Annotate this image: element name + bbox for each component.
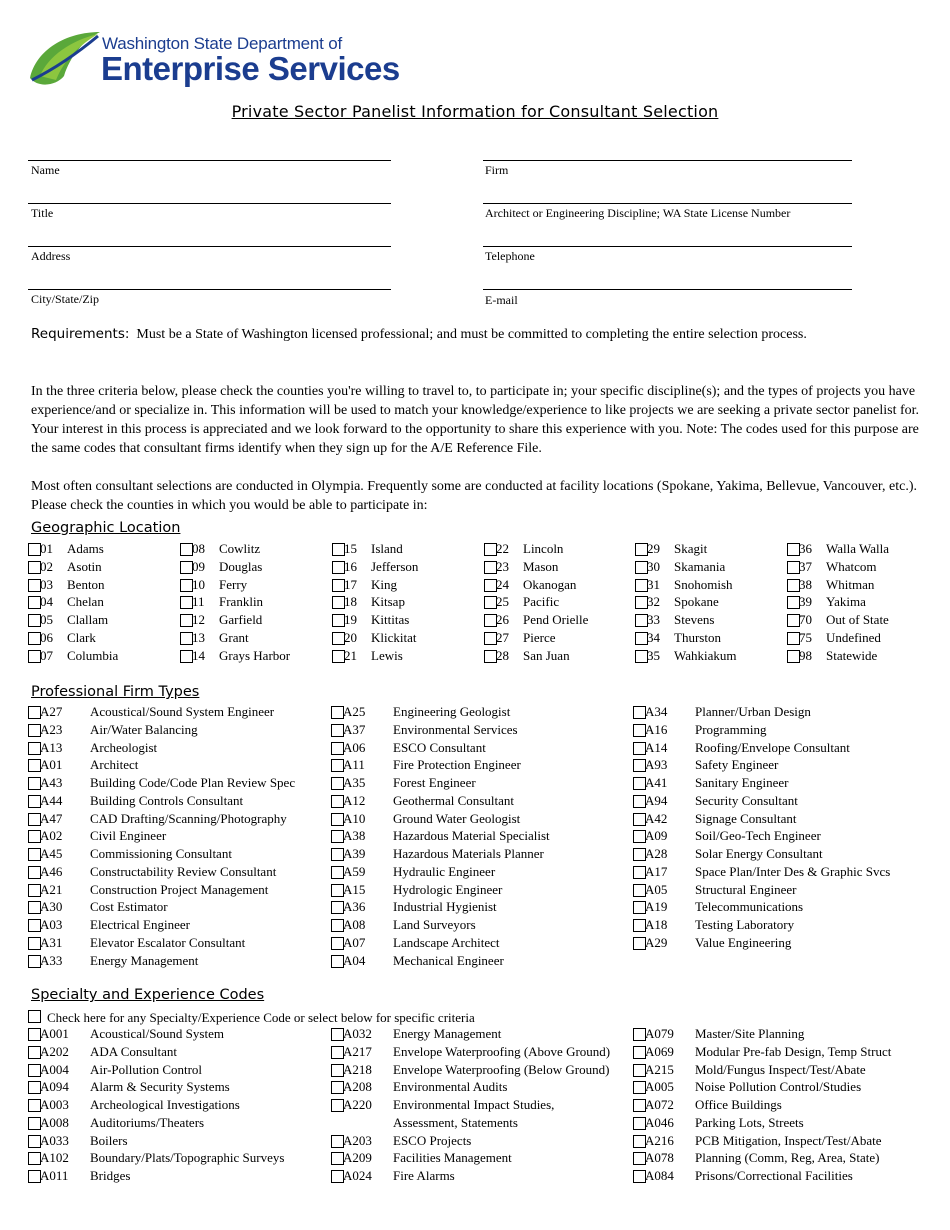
firm-type-code: A30 [40,899,63,915]
county-code: 26 [496,612,509,628]
county-label: Stevens [674,612,715,628]
firm-type-code: A04 [343,952,366,968]
county-label: Lincoln [523,541,564,556]
leaf-logo-icon [26,26,106,92]
firm-type-code: A13 [40,739,63,755]
firm-type-code: A25 [343,704,366,719]
firm-type-label: Roofing/Envelope Consultant [695,739,850,755]
firm-type-label: Cost Estimator [90,899,168,915]
geographic-heading: Geographic Location [31,520,181,536]
county-code: 05 [40,612,53,628]
specialty-code-code: A102 [40,1150,69,1166]
county-code: 09 [192,558,205,574]
intro-paragraph: In the three criteria below, please check the counties you're willing to travel to, to participate in; your specific discipline(s); and the types of projects you have experience/and or specialize in. This information will be used to match your knowledge/experience to like projects we are seeking a private sector panelist for. Your interest in this process is appreciated and we look forward to the opportunity to share this experience with you. Note: The codes used for this purpose are the same codes that consultant firms identify when they sign up for the A/E Reference File. [31,384,920,456]
firm-type-label: Ground Water Geologist [393,810,521,826]
firm-type-code: A28 [645,846,668,861]
city-state-zip-field[interactable] [28,289,391,290]
email-field[interactable] [483,289,852,290]
firm-type-code: A46 [40,863,63,879]
specialty-check-all[interactable] [28,1009,475,1026]
firm-type-label: Hydraulic Engineer [393,863,496,879]
county-label: Skagit [674,541,708,556]
specialty-code-code: A046 [645,1114,674,1130]
firm-type-label: Security Consultant [695,792,798,808]
firm-type-code: A59 [343,863,366,879]
county-label: Adams [67,541,104,556]
specialty-code-code: A008 [40,1114,69,1130]
firm-type-label: Space Plan/Inter Des & Graphic Svcs [695,863,891,879]
specialty-code-label: Bridges [90,1168,131,1183]
county-label: Clark [67,630,96,645]
county-label: Benton [67,576,105,592]
county-label: Pend Orielle [523,612,589,628]
requirements [31,325,921,344]
specialty-heading: Specialty and Experience Codes [31,987,265,1003]
specialty-code-code: A078 [645,1150,674,1166]
olympia-paragraph: Most often consultant selections are conducted in Olympia. Frequently some are conducted at facility locations (Spokane, Yakima, Bellevue, Vancouver, etc.). Please check the counties in which you would be able to participate in: [31,479,917,513]
specialty-code-label: Office Buildings [695,1097,782,1112]
firm-type-code: A01 [40,757,63,773]
specialty-code-label: Auditoriums/Theaters [90,1114,205,1130]
firm-type-code: A11 [343,757,365,773]
specialty-code-label: Energy Management [393,1026,502,1041]
county-label: Wahkiakum [674,647,737,663]
firm-type-code: A21 [40,881,63,897]
firm-type-label: Energy Management [90,952,199,968]
county-code: 35 [647,647,660,663]
firm-type-code: A03 [40,917,63,932]
county-code: 28 [496,647,509,663]
firm-type-code: A29 [645,934,668,950]
county-code: 37 [799,558,812,574]
firm-type-code: A47 [40,810,63,826]
county-code: 70 [799,612,812,628]
county-code: 14 [192,647,205,663]
specialty-code-code: A208 [343,1079,372,1095]
specialty-code-label: Envelope Waterproofing (Above Ground) [393,1043,611,1059]
specialty-code-code: A215 [645,1061,674,1077]
specialty-code-code: A004 [40,1061,69,1077]
discipline-field[interactable] [483,203,852,204]
county-code: 17 [344,576,357,592]
firm-type-code: A17 [645,863,668,879]
firm-type-code: A45 [40,846,63,861]
county-label: Grays Harbor [219,647,291,663]
specialty-code-code: A011 [40,1168,69,1183]
county-label: Whitman [826,576,875,592]
firm-type-code: A14 [645,739,668,755]
specialty-code-label: Mold/Fungus Inspect/Test/Abate [695,1061,866,1077]
firm-type-code: A06 [343,739,366,755]
county-label: Skamania [674,558,726,574]
county-label: Garfield [219,612,263,628]
firm-type-label: Structural Engineer [695,881,797,897]
firm-type-label: Commissioning Consultant [90,846,232,861]
firm-type-code: A09 [645,828,668,844]
specialty-code-label: Prisons/Correctional Facilities [695,1168,853,1183]
firm-type-label: Hazardous Materials Planner [393,846,544,861]
county-label: Jefferson [371,558,419,574]
specialty-code-code: A216 [645,1132,674,1148]
county-label: Douglas [219,558,263,574]
firm-type-code: A08 [343,917,366,932]
firm-type-code: A07 [343,934,366,950]
specialty-code-label: PCB Mitigation, Inspect/Test/Abate [695,1132,882,1148]
logo-agency-name: Enterprise Services [101,50,400,87]
county-label: Lewis [371,647,403,663]
county-code: 36 [799,541,812,556]
firm-type-label: Programming [695,721,767,737]
firm-type-label: Air/Water Balancing [90,721,198,737]
county-label: Thurston [674,630,721,645]
county-code: 20 [344,630,357,645]
city-state-zip-label: City/State/Zip [31,292,99,306]
county-label: Kitsap [371,594,405,610]
specialty-code-label: Planning (Comm, Reg, Area, State) [695,1150,880,1166]
county-label: Columbia [67,647,119,663]
firm-type-label: Civil Engineer [90,828,167,844]
firm-type-label: Environmental Services [393,721,518,737]
county-code: 39 [799,594,812,610]
firm-type-label: Testing Laboratory [695,917,795,932]
firm-field[interactable] [483,160,852,161]
specialty-code-label: Alarm & Security Systems [90,1079,230,1095]
specialty-code-label: Air-Pollution Control [90,1061,203,1077]
firm-types-heading: Professional Firm Types [31,684,200,700]
county-code: 15 [344,541,357,556]
firm-type-code: A10 [343,810,366,826]
specialty-code-label: Boundary/Plats/Topographic Surveys [90,1150,285,1166]
firm-type-code: A16 [645,721,668,737]
specialty-code-code: A094 [40,1079,69,1095]
agency-logo [26,26,426,92]
firm-type-label: Landscape Architect [393,934,500,950]
county-label: Pacific [523,594,560,610]
specialty-code-label: Environmental Impact Studies, [393,1097,555,1112]
specialty-code-code: A003 [40,1097,69,1112]
county-label: Klickitat [371,630,417,645]
county-label: Clallam [67,612,109,628]
specialty-code-label: Fire Alarms [393,1168,455,1183]
county-code: 22 [496,541,509,556]
firm-type-label: Solar Energy Consultant [695,846,823,861]
county-label: Island [371,541,403,556]
name-label: Name [31,163,60,177]
specialty-code-code: A218 [343,1061,372,1077]
county-label: Asotin [67,558,102,574]
specialty-code-label: ESCO Projects [393,1132,472,1148]
firm-type-code: A41 [645,775,668,790]
county-code: 12 [192,612,205,628]
specialty-code-code: A217 [343,1043,372,1059]
county-code: 30 [647,558,660,574]
title-label: Title [31,206,54,220]
firm-type-label: Building Controls Consultant [90,792,244,808]
check-all-label: Check here for any Specialty/Experience Code or select below for specific criteria [47,1010,475,1025]
county-code: 75 [799,630,812,645]
specialty-code-code: A084 [645,1168,674,1183]
county-code: 03 [40,576,53,592]
county-code: 01 [40,541,53,556]
specialty-code-label: ADA Consultant [90,1043,178,1059]
specialty-code-label: Master/Site Planning [695,1026,805,1041]
firm-type-code: A15 [343,881,366,897]
county-code: 31 [647,576,660,592]
firm-type-label: Engineering Geologist [393,704,511,719]
county-code: 38 [799,576,812,592]
county-label: Undefined [826,630,881,645]
county-label: Kittitas [371,612,410,628]
county-code: 06 [40,630,53,645]
firm-type-label: Planner/Urban Design [695,704,811,719]
county-code: 16 [344,558,357,574]
firm-type-code: A44 [40,792,63,808]
firm-type-code: A35 [343,775,366,790]
firm-type-label: Hazardous Material Specialist [393,828,550,844]
specialty-code-label: Envelope Waterproofing (Below Ground) [393,1061,610,1077]
firm-type-code: A02 [40,828,63,844]
firm-type-code: A23 [40,721,63,737]
firm-type-code: A33 [40,952,63,968]
county-code: 13 [192,630,205,645]
county-code: 19 [344,612,357,628]
specialty-code-code: A209 [343,1150,372,1166]
firm-type-code: A27 [40,704,63,719]
county-code: 10 [192,576,205,592]
firm-type-code: A18 [645,917,668,932]
county-label: Whatcom [826,558,877,574]
firm-type-label: Sanitary Engineer [695,775,789,790]
county-code: 07 [40,647,53,663]
firm-type-label: Constructability Review Consultant [90,863,277,879]
specialty-code-code: A202 [40,1043,69,1059]
firm-type-label: Construction Project Management [90,881,269,897]
firm-type-label: Architect [90,757,139,773]
firm-type-code: A37 [343,721,366,737]
firm-type-label: Safety Engineer [695,757,779,773]
firm-type-label: ESCO Consultant [393,739,486,755]
firm-type-code: A36 [343,899,366,915]
address-field[interactable] [28,246,391,247]
firm-type-label: Land Surveyors [393,917,476,932]
specialty-code-code: A069 [645,1043,674,1059]
firm-type-code: A38 [343,828,366,844]
firm-type-label: Signage Consultant [695,810,797,826]
county-code: 11 [192,594,205,610]
firm-type-label: Electrical Engineer [90,917,190,932]
telephone-field[interactable] [483,246,852,247]
county-label: Cowlitz [219,541,261,556]
specialty-code-label: Acoustical/Sound System [90,1026,224,1041]
county-label: Chelan [67,594,104,610]
county-code: 24 [496,576,509,592]
firm-type-label: Soil/Geo-Tech Engineer [695,828,821,844]
specialty-code-label: Boilers [90,1132,128,1148]
firm-type-label: Telecommunications [695,899,804,915]
county-code: 18 [344,594,357,610]
county-code: 21 [344,647,357,663]
county-code: 02 [40,558,53,574]
firm-type-label: Industrial Hygienist [393,899,497,915]
firm-type-code: A31 [40,934,63,950]
check-all-checkbox[interactable] [28,1010,41,1023]
county-code: 32 [647,594,660,610]
name-field[interactable] [28,160,391,161]
firm-type-code: A42 [645,810,668,826]
specialty-code-code: A032 [343,1026,372,1041]
county-code: 04 [40,594,53,610]
county-label: Grant [219,630,249,645]
firm-type-code: A94 [645,792,668,808]
specialty-code-code: A072 [645,1097,674,1112]
county-label: Out of State [826,612,889,628]
telephone-label: Telephone [485,249,535,263]
specialty-code-code: A220 [343,1097,372,1112]
firm-type-code: A39 [343,846,366,861]
county-code: 33 [647,612,660,628]
firm-type-label: Building Code/Code Plan Review Spec [90,775,296,790]
county-code: 27 [496,630,509,645]
county-label: Walla Walla [826,541,890,556]
specialty-code-label: Facilities Management [393,1150,512,1166]
specialty-code-code: A024 [343,1168,372,1183]
firm-type-label: Geothermal Consultant [393,792,514,808]
county-code: 08 [192,541,205,556]
county-code: 25 [496,594,509,610]
firm-type-label: Value Engineering [695,934,792,950]
county-label: Pierce [523,630,556,645]
firm-type-label: CAD Drafting/Scanning/Photography [90,810,287,826]
county-code: 29 [647,541,660,556]
firm-type-label: Fire Protection Engineer [393,757,521,773]
county-label: Statewide [826,647,878,663]
specialty-code-label: Modular Pre-fab Design, Temp Struct [695,1043,892,1059]
specialty-code-label: Parking Lots, Streets [695,1114,804,1130]
firm-type-label: Acoustical/Sound System Engineer [90,704,275,719]
firm-type-label: Mechanical Engineer [393,952,504,968]
county-label: Snohomish [674,576,733,592]
email-label: E-mail [485,293,518,307]
specialty-code-label: Assessment, Statements [393,1114,518,1130]
firm-type-label: Archeologist [90,739,158,755]
county-code: 34 [647,630,660,645]
county-label: San Juan [523,647,570,663]
county-label: Spokane [674,594,719,610]
firm-type-code: A12 [343,792,366,808]
requirements-text: Must be a State of Washington licensed professional; and must be committed to completing the entire selection process. [136,327,807,342]
specialty-code-label: Noise Pollution Control/Studies [695,1079,862,1095]
specialty-code-code: A033 [40,1132,69,1148]
firm-type-code: A05 [645,881,668,897]
specialty-code-label: Archeological Investigations [90,1097,240,1112]
title-field[interactable] [28,203,391,204]
discipline-label: Architect or Engineering Discipline; WA State License Number [485,206,791,220]
firm-type-label: Forest Engineer [393,775,476,790]
specialty-code-code: A079 [645,1026,674,1041]
specialty-code-code: A005 [645,1079,674,1095]
logo-agency-line: Washington State Department of [102,34,343,53]
firm-label: Firm [485,163,509,177]
county-label: Franklin [219,594,264,610]
specialty-code-label: Environmental Audits [393,1079,508,1095]
county-label: King [371,576,397,592]
county-label: Okanogan [523,576,577,592]
county-label: Yakima [826,594,866,610]
address-label: Address [31,249,71,263]
firm-type-code: A34 [645,704,668,719]
specialty-code-code: A001 [40,1026,69,1041]
firm-type-code: A19 [645,899,668,915]
requirements-label: Requirements: [31,326,130,342]
firm-type-label: Hydrologic Engineer [393,881,503,897]
firm-type-label: Elevator Escalator Consultant [90,934,246,950]
firm-type-code: A43 [40,775,63,790]
county-code: 98 [799,647,812,663]
specialty-code-code: A203 [343,1132,372,1148]
county-code: 23 [496,558,509,574]
county-label: Ferry [219,576,248,592]
page-title: Private Sector Panelist Information for Consultant Selection [231,102,719,121]
firm-type-code: A93 [645,757,668,773]
county-label: Mason [523,558,559,574]
